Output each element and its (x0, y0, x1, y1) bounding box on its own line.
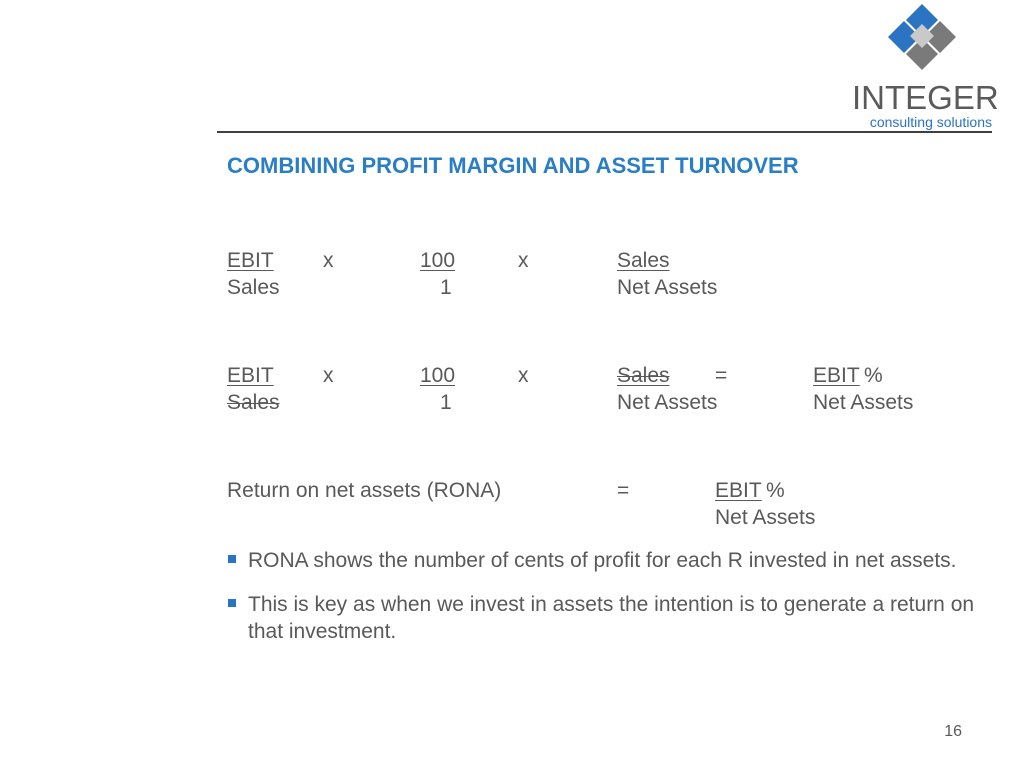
multiply-sign: x (518, 364, 529, 387)
header-divider (217, 131, 992, 133)
multiply-sign: x (518, 249, 529, 272)
ebit-numerator: EBIT (227, 364, 274, 387)
sales-numerator: Sales (617, 249, 670, 272)
diamond-logo-icon (888, 2, 956, 72)
list-item (227, 591, 987, 645)
list-item (227, 547, 987, 574)
slide-title: COMBINING PROFIT MARGIN AND ASSET TURNOVER (227, 153, 799, 178)
rona-ebit: EBIT (715, 479, 762, 502)
logo-tagline: consulting solutions (869, 114, 992, 130)
bullet-text: This is key as when we invest in assets the intention is to generate a return on that investment. (248, 593, 975, 643)
sales-numerator-cancelled: Sales (617, 364, 670, 387)
hundred-numerator: 100 (420, 364, 456, 387)
square-bullet-icon (228, 599, 236, 607)
rona-label: Return on net assets (RONA) (227, 479, 502, 502)
equals-sign: = (617, 479, 630, 502)
net-assets-denominator: Net Assets (617, 391, 718, 414)
result-net-assets: Net Assets (813, 391, 914, 414)
company-logo (850, 2, 999, 132)
one-denominator: 1 (440, 276, 452, 299)
equals-sign: = (715, 364, 728, 387)
bullet-text: RONA shows the number of cents of profit for each R invested in net assets. (248, 549, 957, 572)
hundred-numerator: 100 (420, 249, 456, 272)
bullet-list (227, 547, 987, 662)
ebit-numerator: EBIT (227, 249, 274, 272)
net-assets-denominator: Net Assets (617, 276, 718, 299)
page-number: 16 (944, 723, 962, 740)
sales-denominator-cancelled: Sales (227, 391, 280, 414)
logo-name: INTEGER (852, 79, 999, 116)
percent-sign: % (766, 479, 785, 502)
multiply-sign: x (323, 249, 334, 272)
square-bullet-icon (228, 555, 236, 563)
sales-denominator: Sales (227, 276, 280, 299)
multiply-sign: x (323, 364, 334, 387)
one-denominator: 1 (440, 391, 452, 414)
rona-net-assets: Net Assets (715, 506, 816, 529)
percent-sign: % (864, 364, 883, 387)
result-ebit: EBIT (813, 364, 860, 387)
